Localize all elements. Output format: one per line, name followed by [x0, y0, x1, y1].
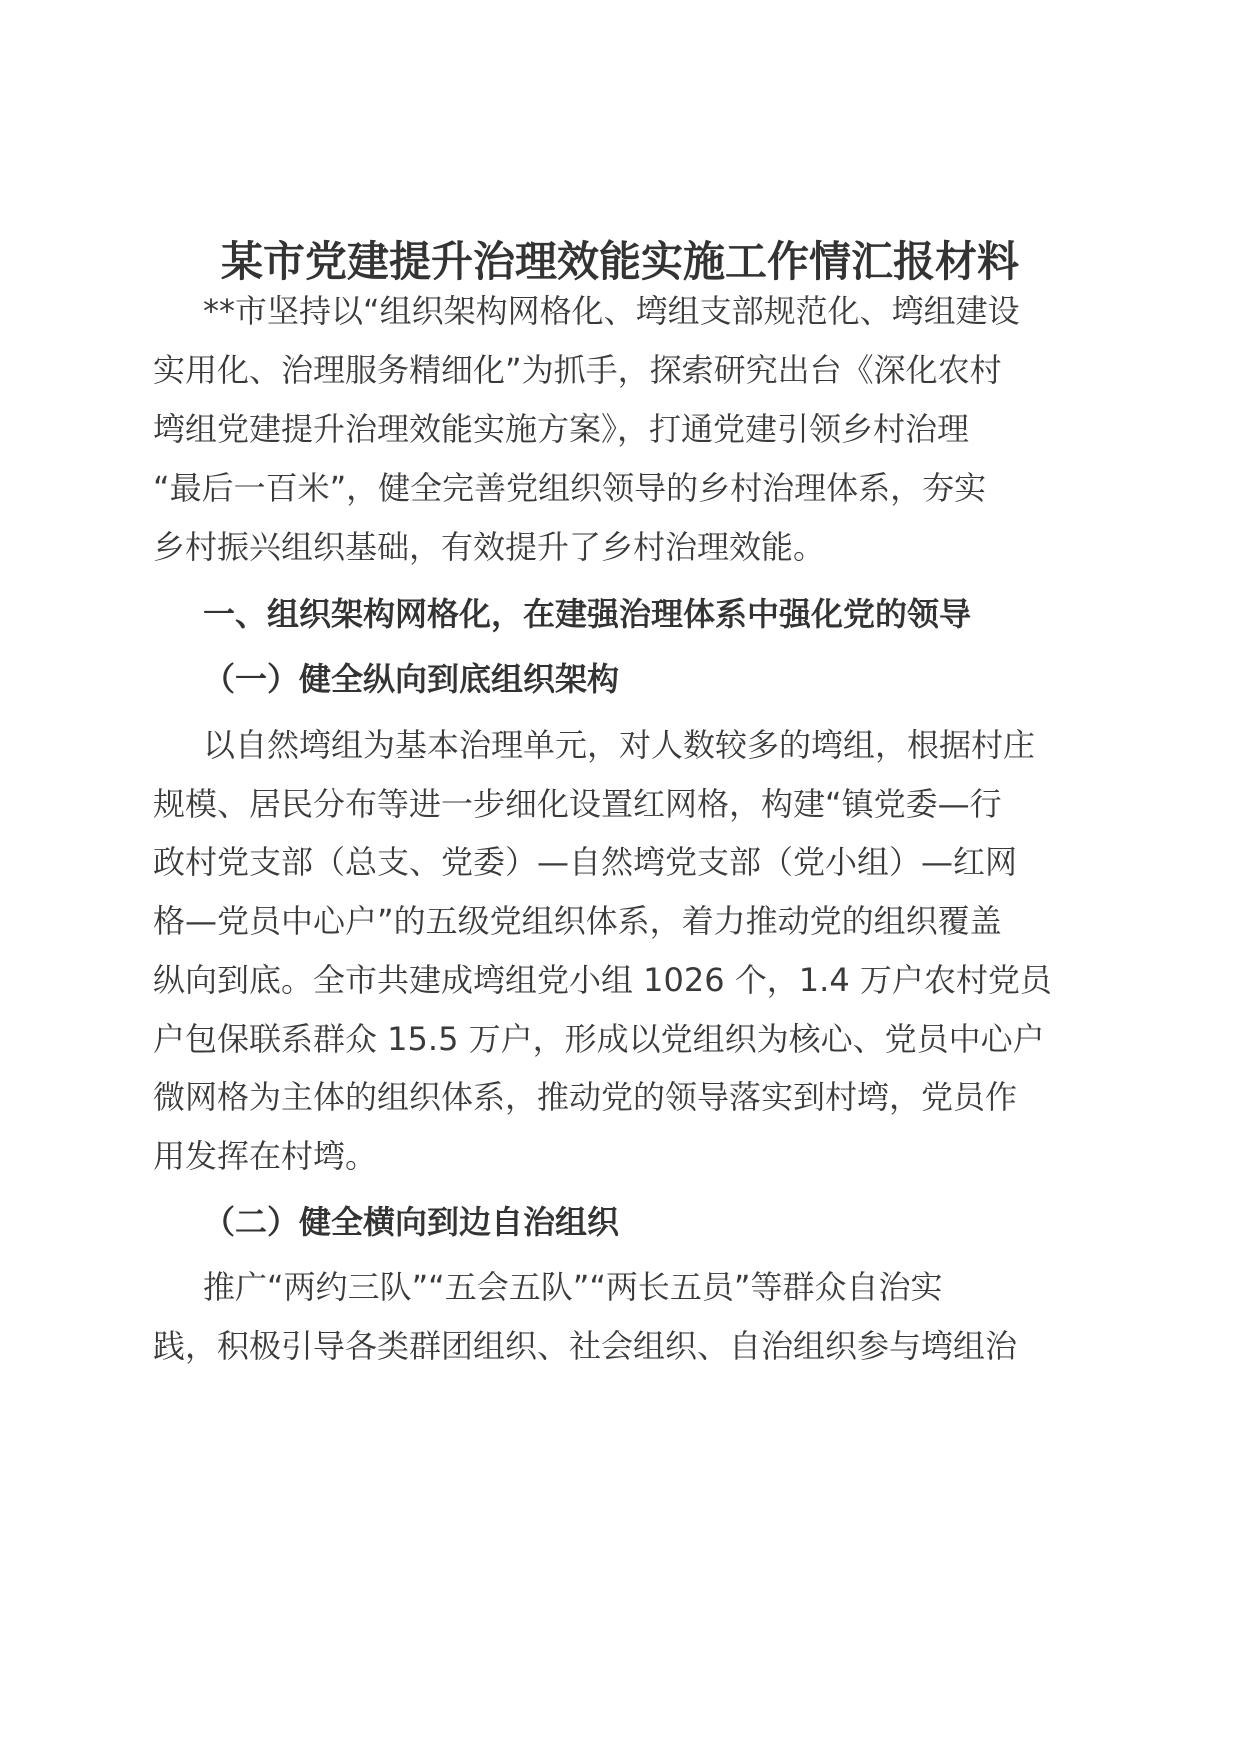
- paragraph-line: 规模、居民分布等进一步细化设置红网格，构建“镇党委—行: [153, 785, 1002, 823]
- subsection-heading: （一）健全纵向到底组织架构: [203, 660, 620, 698]
- paragraph-line: 微网格为主体的组织体系，推动党的领导落实到村塆，党员作: [153, 1078, 1018, 1116]
- intro-line-4: “最后一百米”，健全完善党组织领导的乡村治理体系，夯实: [153, 469, 987, 507]
- intro-line-2: 实用化、治理服务精细化”为抓手，探索研究出台《深化农村: [153, 351, 1002, 389]
- document-title: 某市党建提升治理效能实施工作情汇报材料: [220, 237, 1019, 286]
- paragraph-line: 纵向到底。全市共建成塆组党小组 1026 个，1.4 万户农村党员: [153, 961, 1052, 999]
- paragraph-line: 格—党员中心户”的五级党组织体系，着力推动党的组织覆盖: [153, 902, 1002, 940]
- paragraph-line: 推广“两约三队”“五会五队”“两长五员”等群众自治实: [203, 1268, 943, 1306]
- paragraph-line: 践，积极引导各类群团组织、社会组织、自治组织参与塆组治: [153, 1327, 1018, 1365]
- intro-line-1: **市坚持以“组织架构网格化、塆组支部规范化、塆组建设: [203, 292, 1020, 330]
- intro-line-3: 塆组党建提升治理效能实施方案》，打通党建引领乡村治理: [153, 410, 970, 448]
- subsection-heading: （二）健全横向到边自治组织: [203, 1203, 620, 1241]
- paragraph-line: 政村党支部（总支、党委）—自然塆党支部（党小组）—红网: [153, 843, 1018, 881]
- paragraph-line: 以自然塆组为基本治理单元，对人数较多的塆组，根据村庄: [203, 726, 1036, 764]
- section-heading: 一、组织架构网格化，在建强治理体系中强化党的领导: [203, 595, 972, 633]
- paragraph-line: 用发挥在村塆。: [153, 1137, 378, 1175]
- intro-line-5: 乡村振兴组织基础，有效提升了乡村治理效能。: [153, 528, 826, 566]
- paragraph-line: 户包保联系群众 15.5 万户，形成以党组织为核心、党员中心户: [153, 1020, 1045, 1058]
